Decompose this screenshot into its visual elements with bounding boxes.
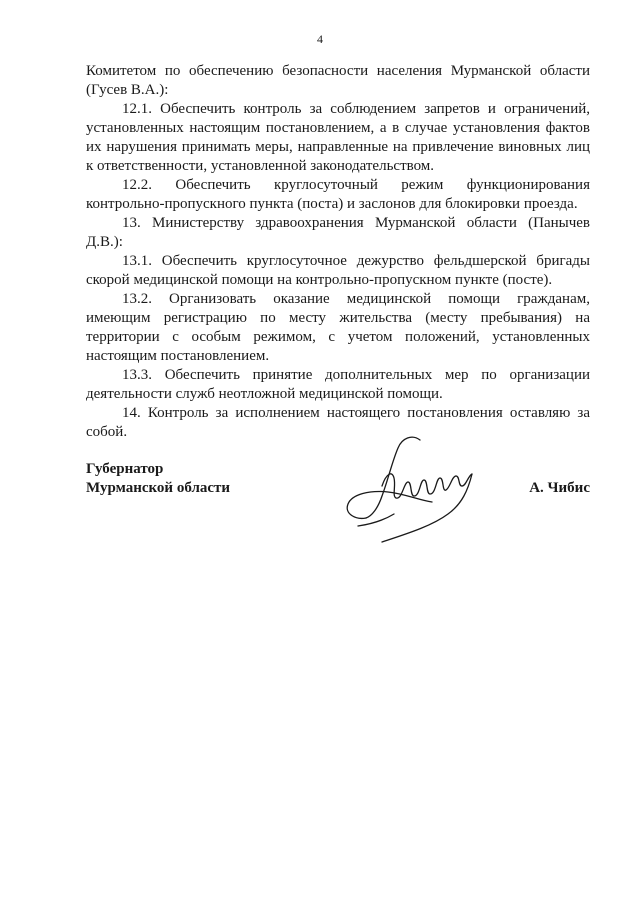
paragraph-13: 13. Министерству здравоохранения Мурманской области (Панычев Д.В.): [86,215,590,250]
signature-block [86,460,590,570]
paragraph-12-2: 12.2. Обеспечить круглосуточный режим функционирования контрольно-пропускного пункта (поста) и заслонов для блокировки проезда. [86,177,590,212]
signatory-title-line1: Губернатор [86,461,164,477]
document-body [86,62,590,442]
page-number: 4 [317,32,323,46]
signatory-title-line2: Мурманской области [86,480,231,496]
paragraph-committee: Комитетом по обеспечению безопасности населения Мурманской области (Гусев В.А.): [86,63,590,98]
paragraph-13-2: 13.2. Организовать оказание медицинской помощи гражданам, имеющим регистрацию по месту жительства (месту пребывания) на территории с особым режимом, с учетом положений, установленных настоящим постановлением. [86,291,590,364]
paragraph-13-1: 13.1. Обеспечить круглосуточное дежурство фельдшерской бригады скорой медицинской помощи на контрольно-пропускном пункте (посте). [86,253,590,288]
paragraph-14: 14. Контроль за исполнением настоящего постановления оставляю за собой. [86,405,590,440]
signatory-title [86,460,230,498]
handwritten-signature [322,430,502,550]
paragraph-13-3: 13.3. Обеспечить принятие дополнительных мер по организации деятельности служб неотложной медицинской помощи. [86,367,590,402]
signatory-name: А. Чибис [529,480,590,496]
paragraph-12-1: 12.1. Обеспечить контроль за соблюдением запретов и ограничений, установленных настоящим постановлением, а в случае установления фактов их нарушения принимать меры, направленные на привлечение виновных лиц к ответственности, установленной законодательством. [86,101,590,174]
